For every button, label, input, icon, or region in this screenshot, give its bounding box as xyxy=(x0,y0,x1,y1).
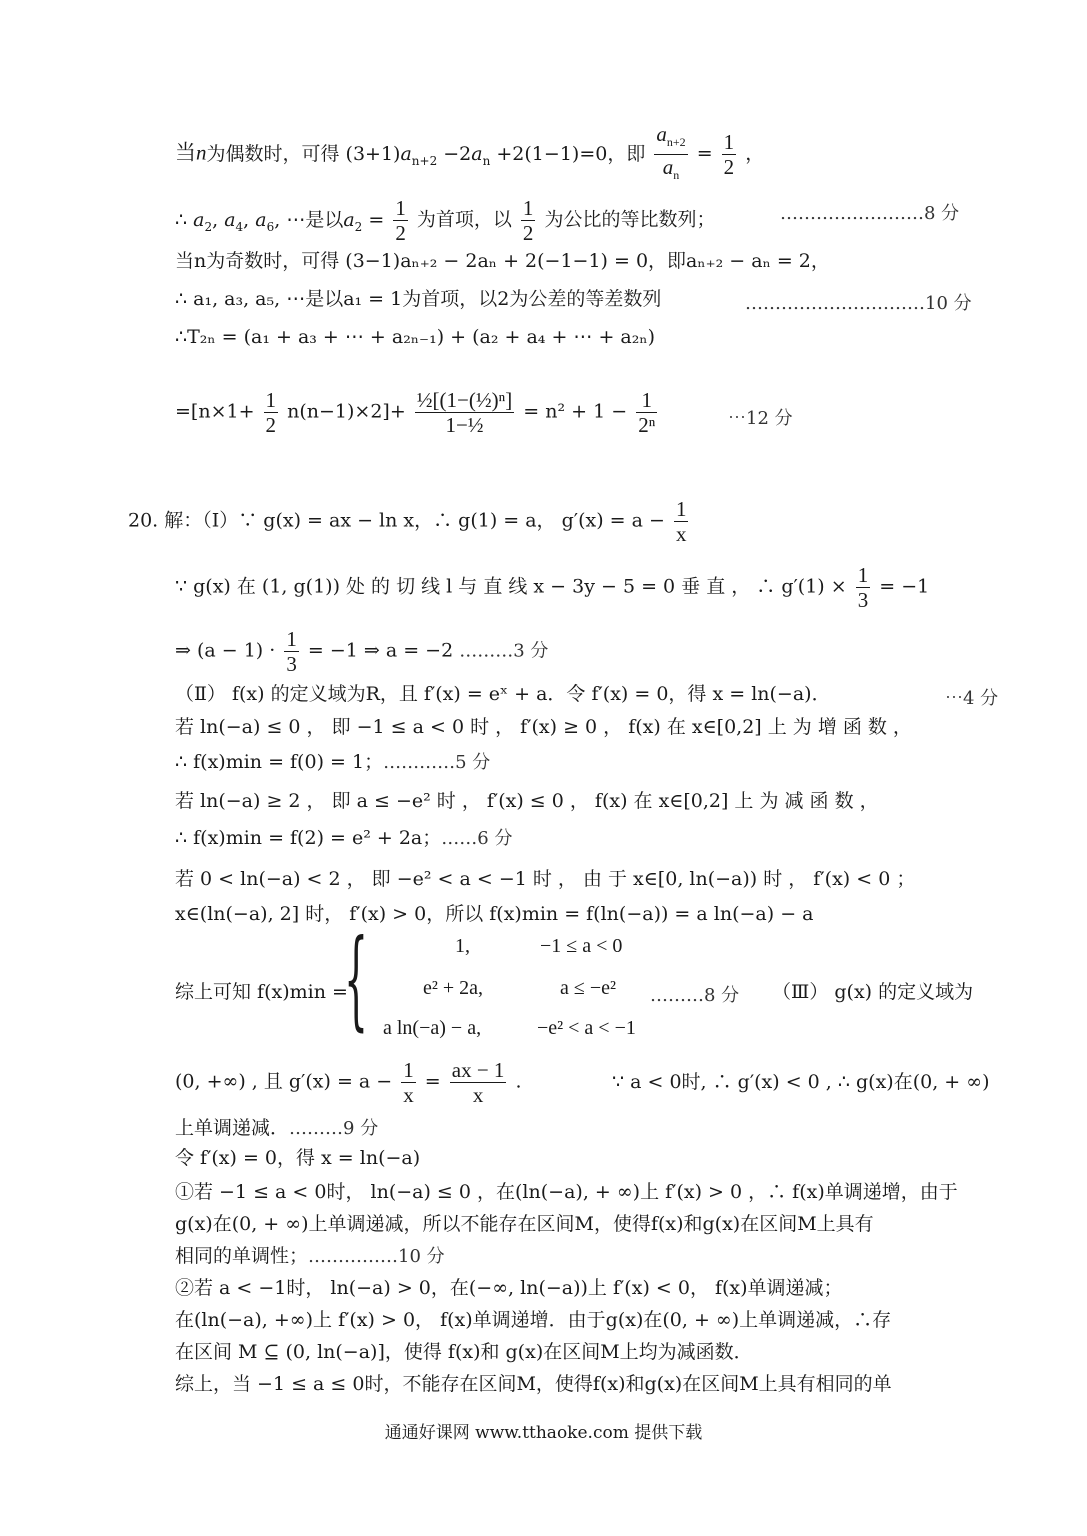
line-g-derivative: (0, +∞) , 且 g′(x) = a − $\frac{1}{x}$ = $\frac{ax - 1}{x}$ . xyxy=(175,1058,522,1107)
fraction-one-over-x: $\frac{1}{x}$ xyxy=(675,497,687,546)
line-conclusion: 综上，当 −1 ≤ a ≤ 0时，不能存在区间M，使得f(x)和g(x)在区间M上具有相同的单 xyxy=(175,1373,892,1395)
case-2-cond: a ≤ −e² xyxy=(560,977,617,999)
fraction-one-over-x-2: $\frac{1}{x}$ xyxy=(403,1058,414,1107)
fraction-one-third: $\frac{1}{3}$ xyxy=(857,563,869,612)
line-part-3: （Ⅲ） g(x) 的定义域为 xyxy=(772,981,974,1003)
line-min-ln: x∈(ln(−a), 2] 时， f′(x) > 0，所以 f(x)min = f(ln(−a)) = a ln(−a) − a xyxy=(175,903,814,925)
fraction-first-term: $\frac{1}{2}$ xyxy=(395,196,406,245)
line-even-case: 当n为偶数时，可得 $(3+1)a_{n+2} -2a_n +2(1-1)=0$，即 $\frac{a_{n+2}}{a_n}$ = $\frac{1}{2}$ ， xyxy=(175,122,764,187)
score-10: …………………………10 分 xyxy=(745,293,972,314)
score-12: ⋯12 分 xyxy=(728,408,793,429)
fraction-one-third-2: $\frac{1}{3}$ xyxy=(286,627,297,676)
score-8b: ………8 分 xyxy=(650,985,740,1006)
case-1-value: 1, xyxy=(455,935,470,957)
fraction-ratio: $\frac{1}{2}$ xyxy=(522,196,534,245)
line-case-1-end: 相同的单调性；……………10 分 xyxy=(175,1245,445,1267)
fraction-geometric-sum: $\frac{\text{½[(1−(½)ⁿ]}}{\text{1−½}}$ xyxy=(416,388,513,437)
line-fprime-zero: 令 f′(x) = 0，得 x = ln(−a) xyxy=(175,1147,421,1169)
fraction-half-2: $\frac{1}{2}$ xyxy=(265,388,277,437)
score-4: ⋯4 分 xyxy=(945,688,999,709)
page-footer: 通通好课网 www.tthaoke.com 提供下载 xyxy=(384,1423,703,1443)
line-case-1: ①若 −1 ≤ a < 0时， ln(−a) ≤ 0 ，在(ln(−a), + ∞)上 f′(x) > 0 ，∴ f(x)单调递增，由于 xyxy=(175,1181,958,1203)
line-part-2: （Ⅱ） f(x) 的定义域为R，且 f′(x) = eˣ + a．令 f′(x) = 0，得 x = ln(−a)． xyxy=(175,683,831,705)
fraction-half: $\frac{1}{2}$ xyxy=(723,130,735,180)
line-case-2-end: 在区间 M ⊆ (0, ln(−a)]，使得 f(x)和 g(x)在区间M上均为减函数． xyxy=(175,1341,753,1363)
case-1-cond: −1 ≤ a < 0 xyxy=(540,935,623,957)
fraction-an2-over-an: $\frac{a_{n+2}}{a_n}$ xyxy=(656,122,686,183)
score-8: ……………………8 分 xyxy=(780,203,960,224)
case-3-cond: −e² < a < −1 xyxy=(537,1017,636,1039)
brace-symbol: { xyxy=(344,917,369,1042)
line-case-middle: 若 0 < ln(−a) < 2 ， 即 −e² < a < −1 时 ， 由 于 x∈[0, ln(−a)) 时 ， f′(x) < 0 ； xyxy=(175,868,916,890)
line-g-monotone: 上单调递减．………9 分 xyxy=(175,1117,379,1139)
line-case-decreasing: 若 ln(−a) ≥ 2 ， 即 a ≤ −e² 时 ， f′(x) ≤ 0 ， f(x) 在 x∈[0,2] 上 为 减 函 数 ， xyxy=(175,790,879,812)
line-case-2-cont: 在(ln(−a), +∞)上 f′(x) > 0， f(x)单调递增．由于g(x)在(0, + ∞)上单调递减，∴存 xyxy=(175,1309,892,1331)
line-tangent-perpendicular: ∵ g(x) 在 (1, g(1)) 处 的 切 线 l 与 直 线 x − 3y − 5 = 0 垂 直 ， ∴ g′(1) × $\frac{1}{3}$ = −1 xyxy=(175,563,930,612)
line-min-f0: ∴ f(x)min = f(0) = 1；…………5 分 xyxy=(175,751,491,773)
score-3: ………3 分 xyxy=(459,640,549,662)
line-even-geometric: ∴ $a_2$, $a_4$, $a_6$, ⋯是以$a_2$ = $\frac{1}{2}$ 为首项，以 $\frac{1}{2}$ 为公比的等比数列； xyxy=(175,196,716,245)
fraction-one-over-2n: $\frac{1}{\text{2ⁿ}}$ xyxy=(638,388,656,437)
line-a-equals: ⇒ (a − 1) · $\frac{1}{3}$ = −1 ⇒ a = −2 ………3 分 xyxy=(175,627,549,676)
case-3-value: a ln(−a) − a, xyxy=(383,1017,482,1039)
line-odd-arithmetic: ∴ a₁, a₃, a₅, ⋯是以a₁ = 1为首项，以2为公差的等差数列 xyxy=(175,288,662,310)
case-2-value: e² + 2a, xyxy=(423,977,484,999)
line-t2n: ∴T₂ₙ = (a₁ + a₃ + ⋯ + a₂ₙ₋₁) + (a₂ + a₄ + ⋯ + a₂ₙ) xyxy=(175,326,655,348)
line-min-f2: ∴ f(x)min = f(2) = e² + 2a；……6 分 xyxy=(175,827,513,849)
line-case-2: ②若 a < −1时， ln(−a) > 0，在(−∞, ln(−a))上 f′(x) < 0， f(x)单调递减； xyxy=(175,1277,843,1299)
line-odd-case: 当n为奇数时，可得 (3−1)aₙ₊₂ − 2aₙ + 2(−1−1) = 0，即aₙ₊₂ − aₙ = 2， xyxy=(175,250,830,272)
line-summary-label: 综上可知 f(x)min = xyxy=(175,981,348,1003)
line-t2n-result: =[n×1+ $\frac{1}{2}$ n(n−1)×2]+ $\frac{\text{½[(1−(½)ⁿ]}}{\text{1−½}}$ = n² + 1 − $\frac{1}{\text{2ⁿ}}$ xyxy=(175,388,656,437)
line-case-1-cont: g(x)在(0, + ∞)上单调递减，所以不能存在区间M，使得f(x)和g(x)在区间M上具有 xyxy=(175,1213,874,1235)
fraction-ax-1-over-x: $\frac{ax - 1}{x}$ xyxy=(451,1058,505,1107)
line-case-increasing: 若 ln(−a) ≤ 0 ， 即 −1 ≤ a < 0 时 ， f′(x) ≥ 0 ， f(x) 在 x∈[0,2] 上 为 增 函 数 ， xyxy=(175,716,912,738)
problem-20-start: 20. 解：（Ⅰ）∵ g(x) = ax − ln x，∴ g(1) = a， g′(x) = a − $\frac{1}{x}$ xyxy=(128,497,687,546)
line-g-decreasing: ∵ a < 0时, ∴ g′(x) < 0 , ∴ g(x)在(0, + ∞) xyxy=(612,1071,990,1093)
